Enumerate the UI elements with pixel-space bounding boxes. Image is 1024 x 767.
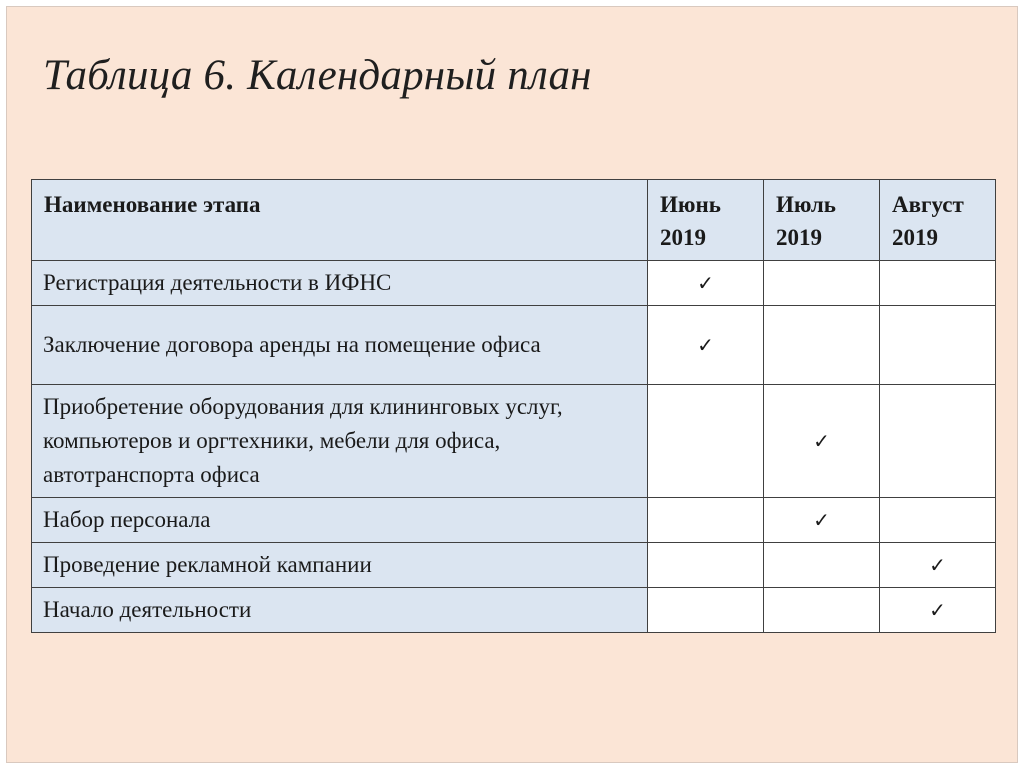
header-stage: Наименование этапа [32,180,648,261]
header-august: Август 2019 [880,180,996,261]
august-cell: ✓ [880,543,996,588]
june-cell [648,498,764,543]
august-cell: ✓ [880,588,996,633]
stage-cell: Регистрация деятельности в ИФНС [32,261,648,306]
june-cell [648,588,764,633]
august-cell [880,385,996,498]
table-row [32,385,996,498]
july-cell [764,261,880,306]
slide-title: Таблица 6. Календарный план [43,52,592,99]
header-july: Июль 2019 [764,180,880,261]
july-cell [764,306,880,385]
august-cell [880,498,996,543]
august-cell [880,261,996,306]
june-cell [648,543,764,588]
slide [6,6,1018,763]
stage-cell: Приобретение оборудования для клининговых услуг, компьютеров и оргтехники, мебели для офиса, автотранспорта офиса [32,385,648,498]
june-cell: ✓ [648,306,764,385]
table-row [32,261,996,306]
stage-cell: Проведение рекламной кампании [32,543,648,588]
stage-cell: Заключение договора аренды на помещение офиса [32,306,648,385]
august-cell [880,306,996,385]
june-cell: ✓ [648,261,764,306]
table-row [32,543,996,588]
table-row [32,498,996,543]
table-row [32,306,996,385]
stage-cell: Набор персонала [32,498,648,543]
table-header-row [32,180,996,261]
july-cell [764,588,880,633]
june-cell [648,385,764,498]
calendar-plan-table [31,179,996,633]
july-cell: ✓ [764,498,880,543]
july-cell: ✓ [764,385,880,498]
stage-cell: Начало деятельности [32,588,648,633]
july-cell [764,543,880,588]
header-june: Июнь 2019 [648,180,764,261]
table-row [32,588,996,633]
